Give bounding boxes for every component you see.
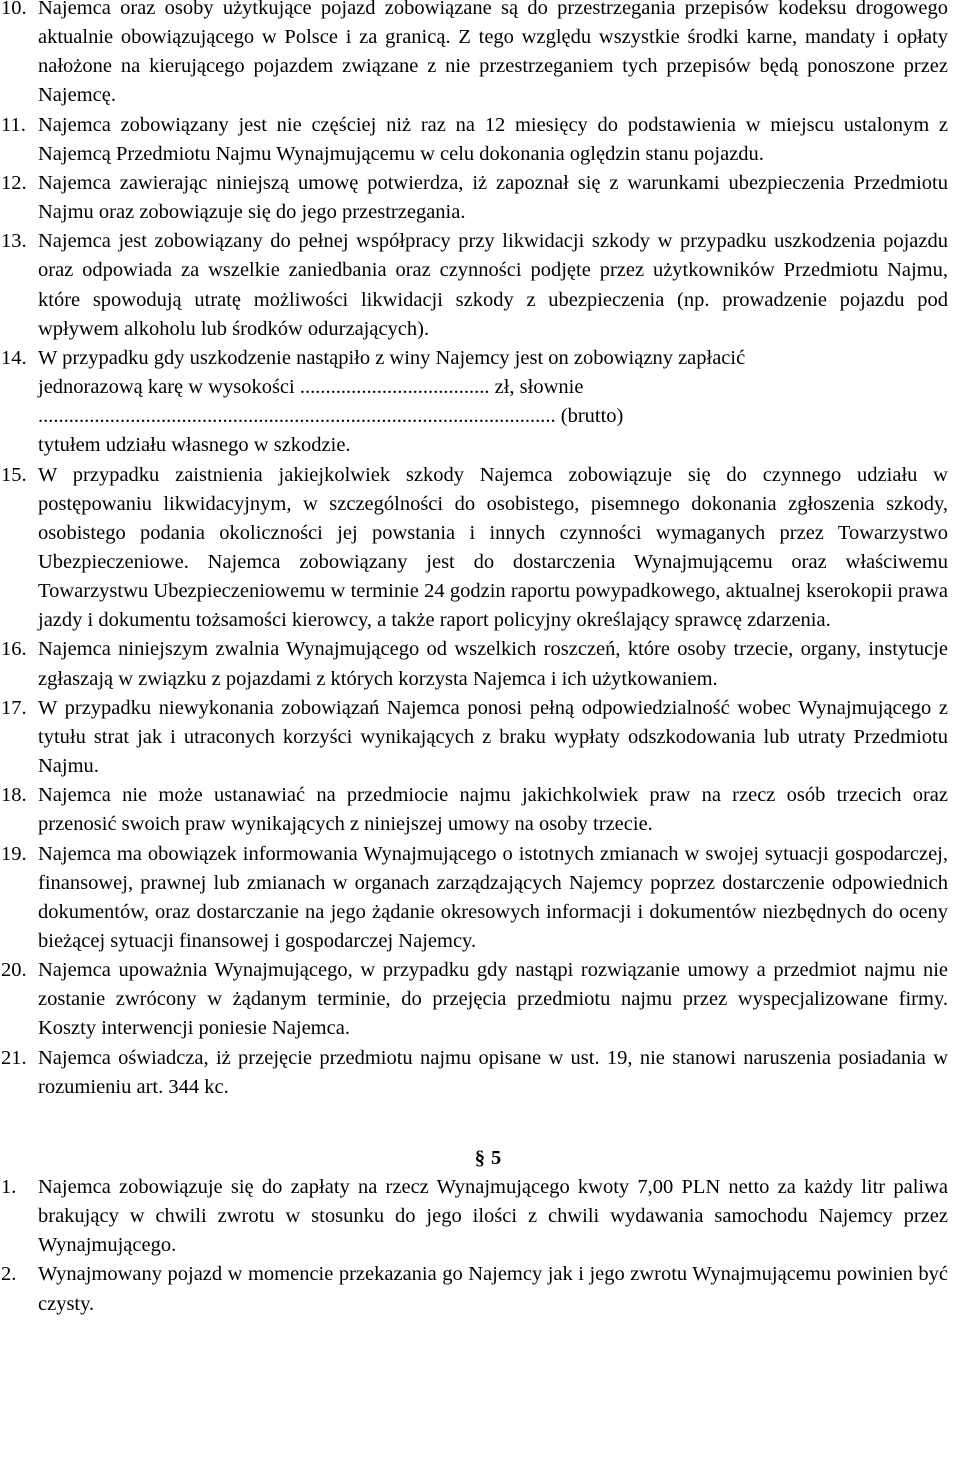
- clause-number: 19.: [1, 842, 27, 865]
- clause-number: 17.: [1, 696, 27, 719]
- clause-10: [0, 0, 960, 111]
- clause-text: Najemca nie może ustanawiać na przedmiocie najmu jakichkolwiek praw na rzecz osób trzecich oraz przenosić swoich praw wynikających z niniejszej umowy na osoby trzecie.: [38, 784, 948, 836]
- clause-number: 12.: [1, 171, 27, 194]
- clause-11: [0, 111, 960, 169]
- clause-17: [0, 694, 960, 781]
- section-number: 5: [491, 1146, 502, 1169]
- clause-number: 21.: [1, 1046, 27, 1069]
- clause-text: W przypadku zaistnienia jakiejkolwiek szkody Najemca zobowiązuje się do czynnego udziału w postępowaniu likwidacyjnym, w szczególności do osobistego, pisemnego dokonania zgłoszenia szkody, osobistego podania okoliczności jej powstania i innych czynności wymaganych przez Towarzystwo Ubezpieczeniowe. Najemca zobowiązany jest do dostarczenia Wynajmującemu oraz właściwemu Towarzystwu Ubezpieczeniowemu w terminie 24 godzin raportu powypadkowego, aktualnej kserokopii prawa jazdy i dokumentu tożsamości kierowcy, a także raport policyjny określający sprawcę zdarzenia.: [38, 463, 948, 632]
- clause-text-line: W przypadku gdy uszkodzenie nastąpiło z winy Najemcy jest on zobowiązny zapłacić: [38, 346, 746, 369]
- clause-13: [0, 227, 960, 344]
- clause-16: [0, 635, 960, 693]
- clause-number: 16.: [1, 638, 27, 661]
- clause-text: Najemca niniejszym zwalnia Wynajmującego od wszelkich roszczeń, które osoby trzecie, organy, instytucje zgłaszają w związku z pojazdami z których korzysta Najemca i ich użytkowaniem.: [38, 638, 948, 690]
- clause-19: [0, 840, 960, 957]
- clause-14: [0, 344, 960, 461]
- clause-text: Najemca zawierając niniejszą umowę potwierdza, iż zapoznał się z warunkami ubezpieczenia Przedmiotu Najmu oraz zobowiązuje się do jego przestrzegania.: [38, 171, 948, 224]
- clause-number: 1.: [1, 1175, 17, 1198]
- clause-15: [0, 461, 960, 636]
- clause-text: W przypadku niewykonania zobowiązań Najemca ponosi pełną odpowiedzialność wobec Wynajmującego z tytułu strat jak i utraconych korzyści wynikających z braku wypłaty odszkodowania lub utraty Przedmiotu Najmu.: [38, 696, 948, 778]
- clause-text: Najemca zobowiązuje się do zapłaty na rzecz Wynajmującego kwoty 7,00 PLN netto za każdy litr paliwa brakujący w chwili zwrotu w stosunku do jego ilości z chwili wydawania samochodu Najemcy przez Wynajmującego.: [38, 1175, 948, 1257]
- clause-5-1: [0, 1173, 960, 1260]
- clause-21: [0, 1044, 960, 1102]
- clause-number: 2.: [1, 1263, 17, 1286]
- clause-number: 14.: [1, 346, 27, 369]
- penalty-words-line: ..................................................................................................... (brutto): [38, 405, 624, 428]
- clause-12: [0, 169, 960, 227]
- clause-text: Wynajmowany pojazd w momencie przekazania go Najemcy jak i jego zwrotu Wynajmującemu powinien być czysty.: [38, 1263, 948, 1315]
- clause-number: 15.: [1, 463, 27, 486]
- section-symbol: §: [474, 1146, 485, 1169]
- clause-text: Najemca upoważnia Wynajmującego, w przypadku gdy nastąpi rozwiązanie umowy a przedmiot najmu nie zostanie zwrócony w żądanym terminie, do przejęcia przedmiotu najmu przez wyspecjalizowane firmy. Koszty interwencji poniesie Najemca.: [38, 959, 948, 1040]
- clause-number: 18.: [1, 784, 27, 807]
- clause-number: 13.: [1, 230, 27, 253]
- clause-number: 20.: [1, 959, 27, 982]
- clause-text: Najemca jest zobowiązany do pełnej współpracy przy likwidacji szkody w przypadku uszkodzenia pojazdu oraz odpowiada za wszelkie zaniedbania oraz czynności podjęte przez użytkowników Przedmiotu Najmu, które spowodują utratę możliwości likwidacji szkody z ubezpieczenia (np. prowadzenie pojazdu pod wpływem alkoholu lub środków odurzających).: [38, 230, 948, 340]
- clause-number: 10.: [1, 0, 27, 19]
- clause-text: Najemca zobowiązany jest nie częściej niż raz na 12 miesięcy do podstawienia w miejscu ustalonym z Najemcą Przedmiotu Najmu Wynajmującemu w celu dokonania oględzin stanu pojazdu.: [38, 113, 948, 165]
- clause-18: [0, 781, 960, 839]
- section-heading: [0, 1144, 960, 1173]
- clause-5-2: [0, 1260, 960, 1318]
- clause-text: Najemca oświadcza, iż przejęcie przedmiotu najmu opisane w ust. 19, nie stanowi naruszenia posiadania w rozumieniu art. 344 kc.: [38, 1046, 948, 1098]
- clause-number: 11.: [1, 113, 26, 136]
- section-5-clauses: [0, 1173, 960, 1319]
- penalty-amount-line: jednorazową karę w wysokości ..................................... zł, słownie: [38, 376, 584, 399]
- clause-text: Najemca ma obowiązek informowania Wynajmującego o istotnych zmianach w swojej sytuacji gospodarczej, finansowej, prawnej lub zmianach w organach zarządzających Najemcy poprzez dostarczenie odpowiednich dokumentów, oraz dostarczanie na jego żądanie okresowych informacji i dokumentów niezbędnych do oceny bieżącej sytuacji finansowej i gospodarczej Najemcy.: [38, 842, 948, 952]
- clause-text-line: tytułem udziału własnego w szkodzie.: [38, 434, 351, 457]
- clause-text: Najemca oraz osoby użytkujące pojazd zobowiązane są do przestrzegania przepisów kodeksu drogowego aktualnie obowiązującego w Polsce i za granicą. Z tego względu wszystkie środki karne, mandaty i opłaty nałożone na kierującego pojazdem związane z nie przestrzeganiem tych przepisów będą ponoszone przez Najemcę.: [38, 0, 948, 107]
- clause-20: [0, 956, 960, 1043]
